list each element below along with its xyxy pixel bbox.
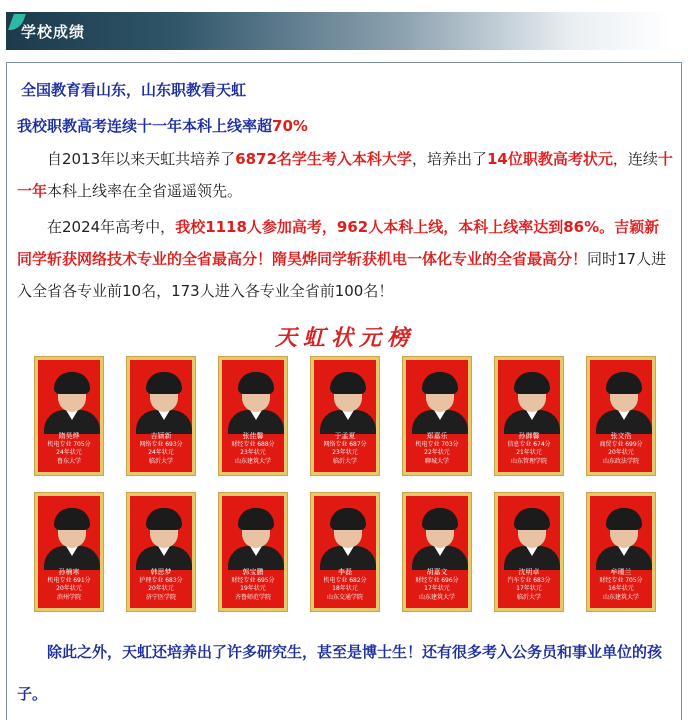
student-school: 山东交通学院	[326, 593, 363, 601]
student-school: 临沂大学	[332, 457, 357, 465]
paragraph-2024	[17, 211, 673, 307]
para1-text-2: ，培养出了	[411, 150, 487, 168]
section-header	[6, 12, 670, 50]
subtitle-text: 我校职教高考连续十一年本科上线率超	[17, 117, 273, 135]
student-card	[587, 493, 655, 611]
student-card	[403, 357, 471, 475]
student-major: 财经专业 688分	[231, 440, 275, 448]
student-info	[222, 568, 284, 602]
paragraph-history	[17, 143, 673, 207]
student-photo	[236, 508, 276, 562]
student-photo	[328, 372, 368, 426]
student-name: 李磊	[338, 568, 352, 576]
student-photo	[144, 372, 184, 426]
student-major: 汽车专业 683分	[507, 576, 551, 584]
student-card	[587, 357, 655, 475]
student-major: 机电专业 705分	[47, 440, 91, 448]
student-school: 山东建筑大学	[234, 457, 271, 465]
para1-text-4: 本科上线率在全省遥遥领先。	[47, 182, 243, 200]
student-name: 吉颖新	[150, 432, 172, 440]
student-year: 21年状元	[516, 449, 542, 456]
para1-highlight-1: 6872名学生考入本科大学	[235, 150, 412, 168]
subtitle-rate: 70%	[272, 117, 308, 135]
student-info	[498, 432, 560, 466]
student-name: 韩思梦	[150, 568, 172, 576]
student-year: 23年状元	[240, 449, 266, 456]
student-school: 鲁东大学	[56, 457, 81, 465]
student-major: 财经专业 705分	[599, 576, 643, 584]
student-name: 孙楠寒	[58, 568, 80, 576]
student-major: 机电专业 691分	[47, 576, 91, 584]
subtitle	[17, 111, 673, 141]
student-card	[35, 357, 103, 475]
student-year: 22年状元	[424, 449, 450, 456]
student-school: 山东建筑大学	[602, 593, 639, 601]
student-year: 23年状元	[332, 449, 358, 456]
student-major: 护理专业 683分	[139, 576, 183, 584]
student-major: 财经专业 696分	[415, 576, 459, 584]
student-photo	[236, 372, 276, 426]
student-school: 山东管理学院	[510, 457, 547, 465]
student-info	[130, 568, 192, 602]
student-major: 机电专业 682分	[323, 576, 367, 584]
student-name: 胡嘉文	[426, 568, 448, 576]
para1-highlight-3: 十一年	[17, 150, 673, 200]
student-major: 机电专业 703分	[415, 440, 459, 448]
student-school: 聊城大学	[424, 457, 449, 465]
content-panel	[6, 62, 682, 720]
student-card	[311, 493, 379, 611]
para2-text-2: 同时17人进入全省各专业前10名，173人进入各专业全省前100名！	[17, 250, 667, 300]
para1-text-3: ，连续	[612, 150, 658, 168]
student-card	[127, 357, 195, 475]
student-year: 17年状元	[424, 585, 450, 592]
para1-text-1: 自2013年以来天虹共培养了	[47, 150, 236, 168]
student-info	[498, 568, 560, 602]
student-info	[38, 568, 100, 602]
student-major: 网络专业 687分	[323, 440, 367, 448]
student-card	[495, 357, 563, 475]
section-title: 学校成绩	[21, 23, 86, 41]
closing-paragraph: 除此之外，天虹还培养出了许多研究生，甚至是博士生！还有很多考入公务员和事业单位的孩子。	[17, 643, 663, 703]
student-card	[219, 357, 287, 475]
student-name: 沈明卓	[518, 568, 540, 576]
student-info	[38, 432, 100, 466]
student-info	[590, 568, 652, 602]
student-year: 16年状元	[608, 585, 634, 592]
slogan: 全国教育看山东，山东职教看天虹	[21, 81, 247, 99]
student-major: 信息专业 674分	[507, 440, 551, 448]
student-school: 临沂大学	[148, 457, 173, 465]
student-year: 19年状元	[240, 585, 266, 592]
student-photo	[52, 372, 92, 426]
para2-text-1: 在2024年高考中，	[47, 218, 176, 236]
student-photo	[144, 508, 184, 562]
student-major: 网络专业 693分	[139, 440, 183, 448]
student-school: 滨州学院	[56, 593, 81, 601]
para2-highlight: 我校1118人参加高考，962人本科上线，本科上线率达到86%。吉颖新同学斩获网络技术专业的全省最高分！隋昊烨同学斩获机电一体化专业的全省最高分！	[17, 218, 660, 268]
student-year: 20年状元	[608, 449, 634, 456]
student-school: 齐鲁师范学院	[234, 593, 271, 601]
para1-highlight-2: 14位职教高考状元	[486, 150, 613, 168]
student-name: 牟瑾兰	[610, 568, 632, 576]
student-name: 张文浩	[610, 432, 632, 440]
student-info	[314, 432, 376, 466]
student-card	[495, 493, 563, 611]
student-photo	[604, 372, 644, 426]
student-year: 20年状元	[148, 585, 174, 592]
student-photo	[420, 372, 460, 426]
student-card	[403, 493, 471, 611]
student-info	[590, 432, 652, 466]
student-year: 24年状元	[56, 449, 82, 456]
student-name: 郑嘉乐	[426, 432, 448, 440]
student-card	[311, 357, 379, 475]
honor-board-title: 天虹状元榜	[274, 325, 415, 351]
student-year: 20年状元	[56, 585, 82, 592]
student-info	[406, 568, 468, 602]
student-school: 济宁医学院	[145, 593, 176, 601]
student-major: 财经专业 695分	[231, 576, 275, 584]
student-name: 郭宝鹏	[242, 568, 264, 576]
student-card	[35, 493, 103, 611]
student-name: 张佳馨	[242, 432, 264, 440]
student-photo	[328, 508, 368, 562]
student-info	[406, 432, 468, 466]
student-school: 临沂大学	[516, 593, 541, 601]
student-major: 商贸专业 699分	[599, 440, 643, 448]
student-year: 18年状元	[332, 585, 358, 592]
student-school: 山东政法学院	[602, 457, 639, 465]
student-photo	[420, 508, 460, 562]
student-school: 山东建筑大学	[418, 593, 455, 601]
student-name: 隋昊烨	[58, 432, 80, 440]
student-info	[222, 432, 284, 466]
student-year: 24年状元	[148, 449, 174, 456]
student-card	[127, 493, 195, 611]
student-photo	[52, 508, 92, 562]
student-name: 于孟夏	[334, 432, 356, 440]
student-name: 孙御馨	[518, 432, 540, 440]
student-photo	[512, 508, 552, 562]
student-photo	[512, 372, 552, 426]
student-year: 17年状元	[516, 585, 542, 592]
student-info	[314, 568, 376, 602]
student-info	[130, 432, 192, 466]
student-photo	[604, 508, 644, 562]
student-card	[219, 493, 287, 611]
